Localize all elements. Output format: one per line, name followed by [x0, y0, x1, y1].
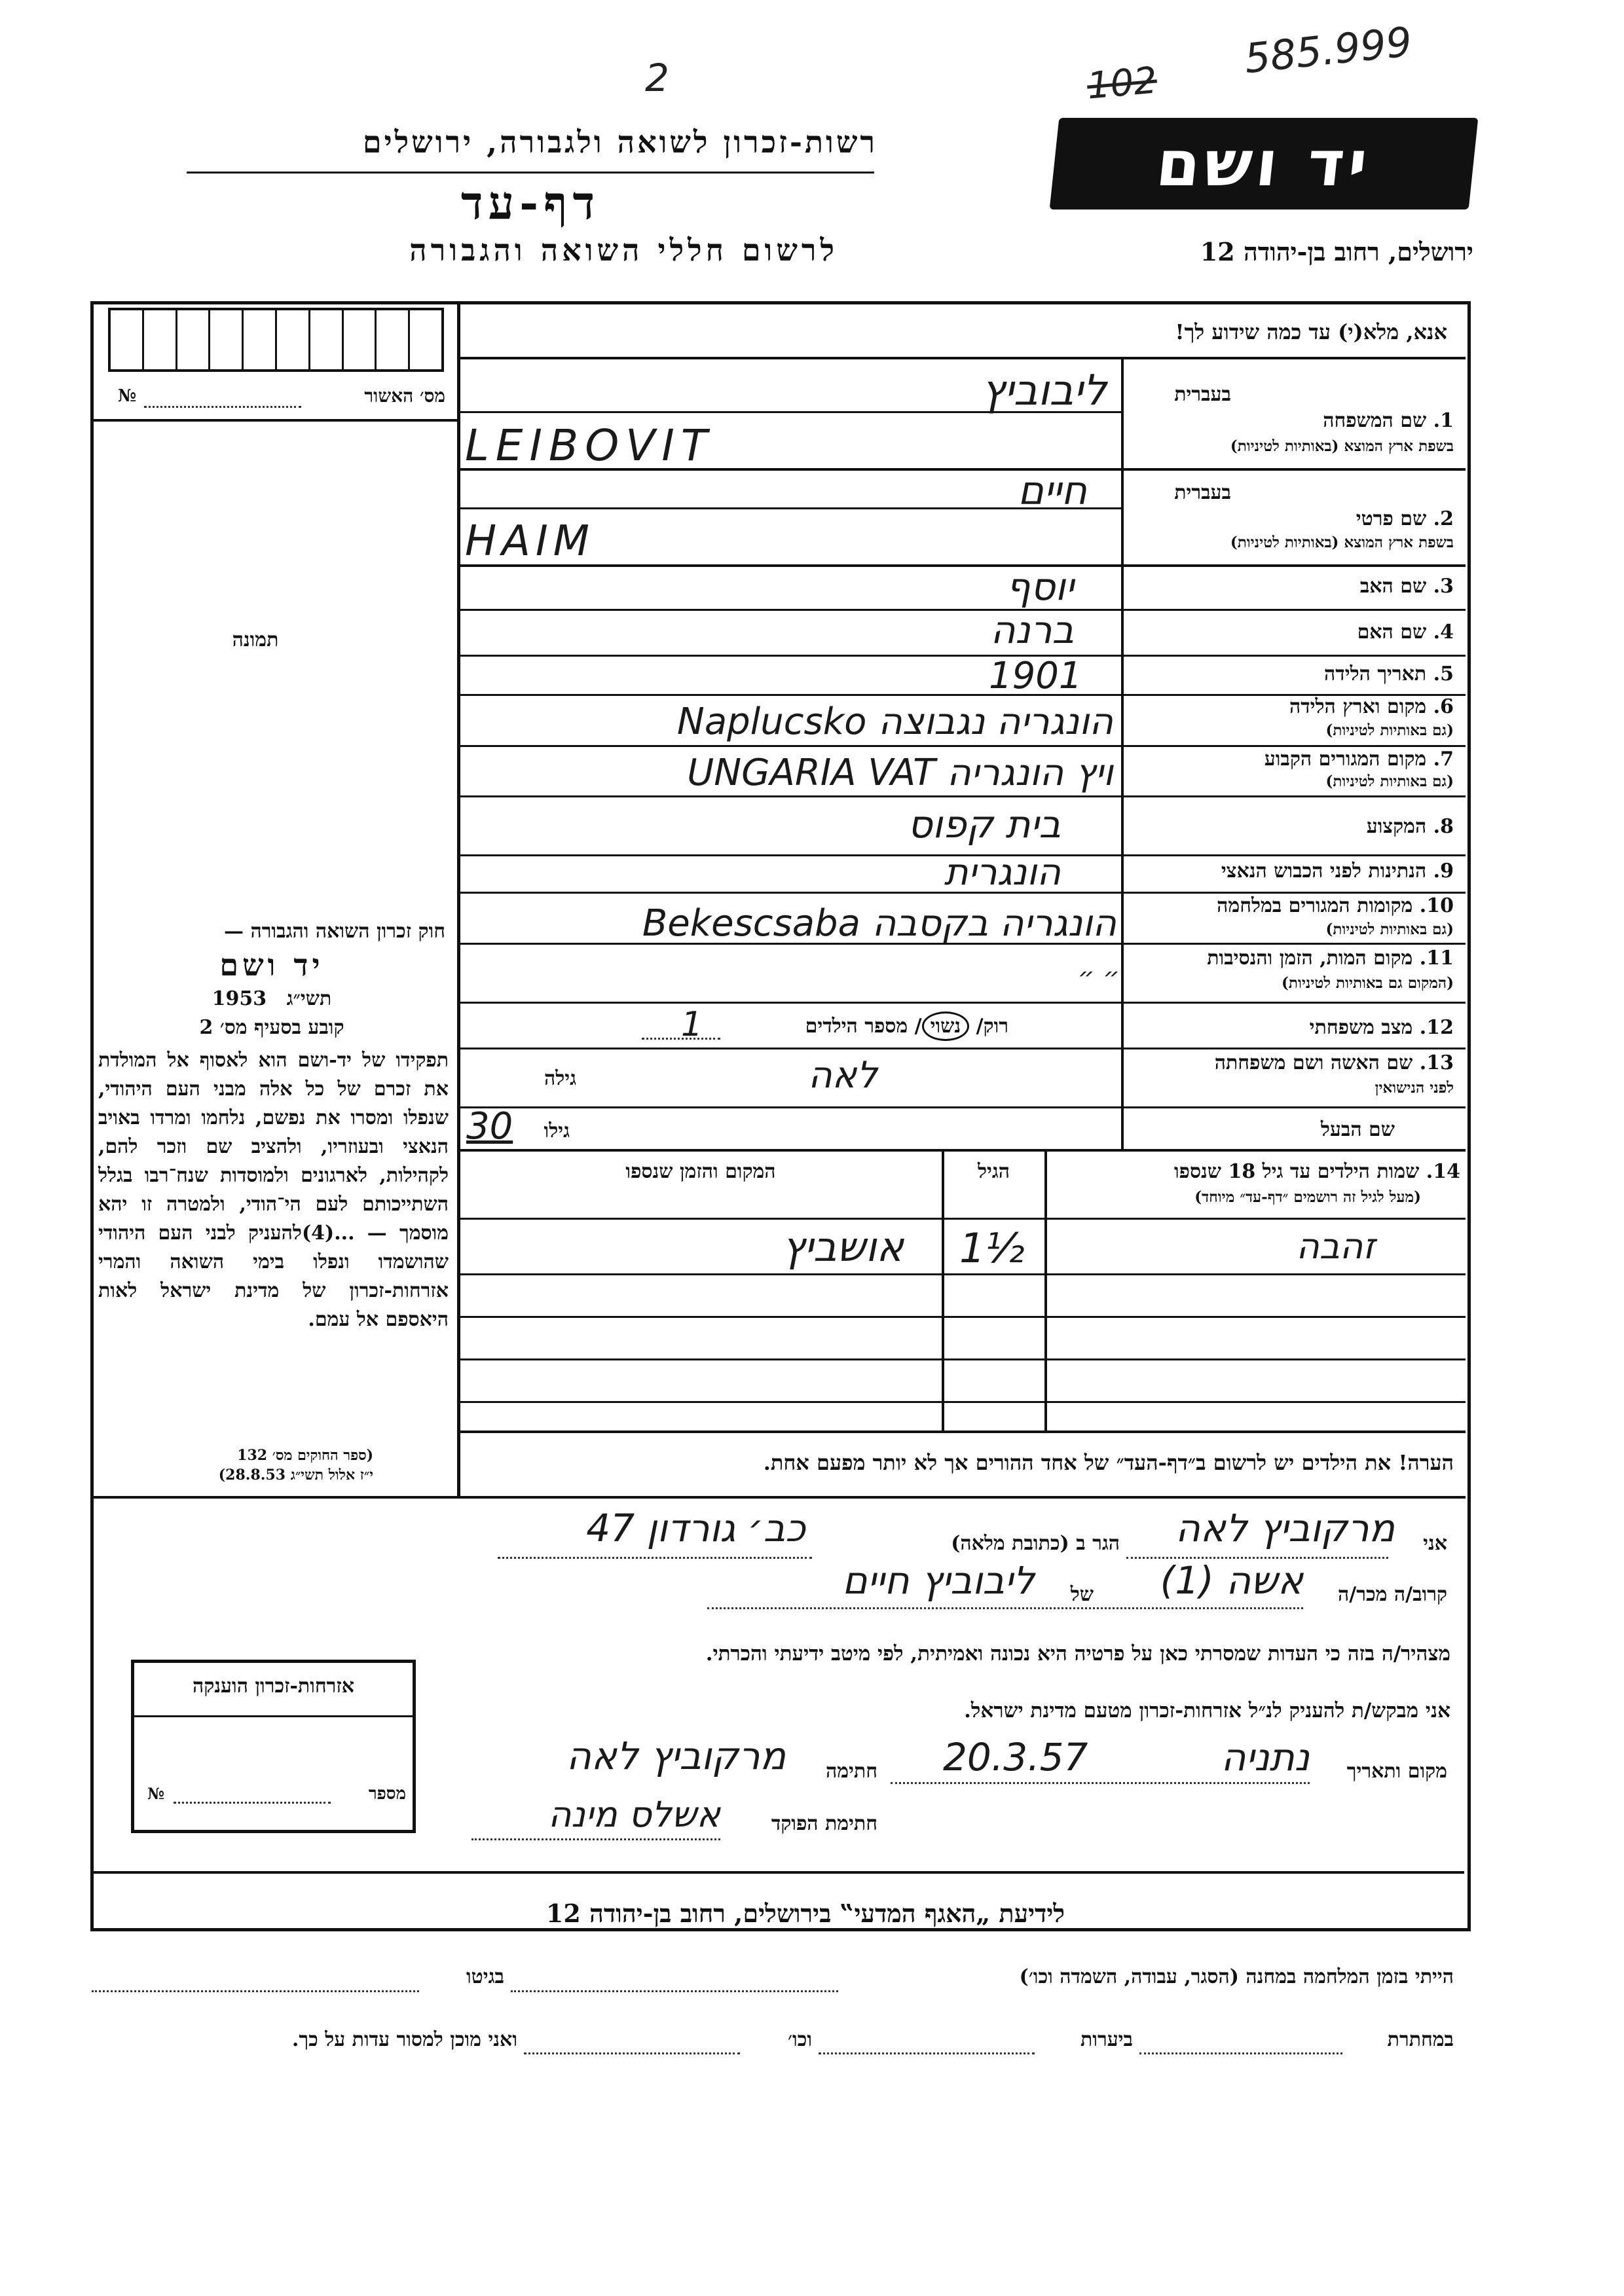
husband-age-label: גילו — [544, 1120, 570, 1142]
row-line — [458, 655, 1466, 657]
children-row-line — [458, 1218, 1466, 1220]
field-8-num: 8. — [1433, 815, 1454, 838]
field-11-sub: (המקום גם באותיות לטיניות) — [1282, 974, 1454, 992]
children-col-divider-2 — [1044, 1149, 1047, 1430]
law-name: יד ושם — [219, 947, 324, 983]
field-3-value: יוסף — [1006, 564, 1074, 609]
field-11-value: ״ ״ — [1077, 962, 1120, 993]
law-year-line — [98, 987, 445, 1010]
field-11-num: 11. — [1419, 947, 1454, 970]
children-col-place: המקום והזמן שנספו — [625, 1160, 776, 1183]
field-10-label — [1126, 894, 1454, 917]
footer-title: לידיעת „האגף המדעי‟ בירושלים, רחוב בן-יהודה 12 — [545, 1899, 1065, 1928]
field-13-sub: לפני הנישואין — [1375, 1079, 1454, 1097]
field-12-num: 12. — [1419, 1016, 1454, 1039]
field-7-sub: (גם באותיות לטיניות) — [1325, 773, 1454, 790]
crossed-number: 102 — [1085, 59, 1159, 108]
approval-no-mark: № — [118, 386, 137, 406]
footer-line1-tail — [92, 1990, 419, 1992]
field-1-text: שם המשפחה — [1323, 409, 1427, 432]
field-5-value: 1901 — [989, 655, 1082, 697]
footer-line2-field-a — [1139, 2052, 1342, 2054]
children-title: 14. שמות הילדים עד גיל 18 שנספו — [1173, 1160, 1460, 1183]
field-4-text: שם האם — [1357, 621, 1427, 644]
note-rule — [458, 1496, 1466, 1499]
row-line — [458, 1149, 1466, 1152]
field-12-text: מצב משפחתי — [1309, 1016, 1413, 1039]
law-section: קובע בסעיף מס׳ 2 — [199, 1016, 344, 1039]
row-line — [458, 1002, 1466, 1004]
declarant-name: מרקוביץ לאה — [1175, 1506, 1395, 1550]
signature-label: חתימה — [826, 1760, 877, 1783]
field-9-num: 9. — [1433, 860, 1454, 883]
field-1-num: 1. — [1433, 409, 1454, 432]
children-row-line — [458, 1401, 1466, 1403]
citizenship-box — [131, 1660, 416, 1833]
row-line — [458, 745, 1466, 747]
field-1-tag: בעברית — [1174, 383, 1231, 406]
field-10-num: 10. — [1419, 894, 1454, 917]
relation-label: קרוב/ה מכר/ה — [1338, 1583, 1447, 1606]
citizenship-box-rule — [134, 1715, 413, 1717]
law-ref-1: (ספר החוקים מס׳ 132 — [237, 1447, 373, 1464]
children-row-line — [458, 1316, 1466, 1318]
footer-line2-field-b — [819, 2052, 1035, 2054]
field-6-num: 6. — [1433, 695, 1454, 718]
marital-single: רוק — [983, 1015, 1008, 1038]
relation-value: אשה (1) — [1160, 1558, 1303, 1603]
citizenship-box-title: אזרחות-זכרון הוענקה — [192, 1675, 355, 1698]
field-2-sub: בשפת ארץ המוצא (באותיות לטיניות) — [1230, 534, 1454, 551]
page-number: 2 — [645, 56, 669, 100]
child-1-place: אושביץ — [782, 1223, 904, 1271]
resident-label: הגר ב (כתובת מלאה) — [951, 1532, 1120, 1555]
field-5-num: 5. — [1433, 663, 1454, 685]
field-8-text: המקצוע — [1366, 815, 1427, 838]
footer-line2-c: וכו׳ — [788, 2028, 812, 2051]
field-7-num: 7. — [1433, 748, 1454, 771]
address: ירושלים, רחוב בן-יהודה 12 — [1200, 237, 1473, 266]
approval-number-label: מס׳ האשור — [364, 385, 445, 407]
declarant-address: כב׳ גורדון 47 — [586, 1506, 805, 1550]
children-count-value: 1 — [681, 1005, 703, 1044]
request: אני מבקש/ת להעניק לנ״ל אזרחות-זכרון מטעם מדינת ישראל. — [964, 1699, 1450, 1722]
footer-line2-b: ביערות — [1080, 2028, 1133, 2051]
field-12-label — [1126, 1016, 1454, 1039]
footer-line2-a: במחתרת — [1387, 2028, 1454, 2051]
logo-text: יד ושם — [1153, 127, 1375, 200]
officer-line — [471, 1838, 720, 1840]
field-6-label — [1139, 695, 1454, 718]
field-9-text: הנתינות לפני הכבוש הנאצי — [1221, 860, 1427, 883]
field-1-value-heb: ליבוביץ — [982, 367, 1107, 415]
wife-age-label: גילה — [544, 1067, 576, 1090]
approval-boxes — [108, 308, 444, 372]
wife-name-value: לאה — [808, 1054, 877, 1097]
field-7-label — [1139, 748, 1454, 771]
field-3-label — [1139, 575, 1454, 598]
archive-number: 585.999 — [1242, 17, 1414, 83]
approval-rule — [92, 419, 458, 422]
of-label: של — [1070, 1583, 1094, 1606]
field-5-label — [1139, 663, 1454, 685]
children-row-line — [458, 1358, 1466, 1360]
field-10-text: מקומות המגורים במלחמה — [1217, 894, 1413, 917]
officer-label: חתימת הפוקד — [771, 1812, 877, 1835]
husband-label: שם הבעל — [1320, 1118, 1395, 1141]
relation-line — [707, 1607, 1303, 1609]
place-date-label: מקום ותאריך — [1346, 1760, 1447, 1783]
marital-options: רוק/ נשוי/ מספר הילדים — [589, 1015, 1008, 1038]
footer-line2-d: ואני מוכן למסור עדות על כך. — [291, 2028, 517, 2051]
children-subtitle: (מעל לגיל זה רושמים ״דף-עד״ מיוחד) — [1194, 1188, 1421, 1206]
field-11-text: מקום המות, הזמן והנסיבות — [1207, 947, 1413, 970]
field-13-num: 13. — [1419, 1051, 1454, 1074]
children-col-age: הגיל — [977, 1160, 1010, 1183]
field-13-label — [1126, 1051, 1454, 1074]
children-row-line — [458, 1273, 1466, 1275]
children-note: הערה! את הילדים יש לרשום ב״דף-העד״ של אחד ההורים אך לא יותר מפעם אחת. — [763, 1450, 1454, 1475]
field-13-text: שם האשה ושם משפחתה — [1214, 1051, 1413, 1074]
footer-line1-start: הייתי בזמן המלחמה במחנה (הסגר, עבודה, השמדה וכו׳) — [1019, 1965, 1454, 1988]
field-7-value: UNGARIA VAT ויץ הונגריה — [687, 752, 1113, 794]
law-body: תפקידו של יד-ושם הוא לאסוף אל המולדת את זכרם של כל אלה מבני העם היהודי, שנפלו ומסרו את נפשם, נלחמו ומרדו באויב הנאצי ובעוזריו, ולהציב שם וזכר להם, לקהילות, לארגונים ולמוסדות שנח־רבו בגלל השתייכותם לעם הי־הודי, ולמטרה זו יהא מוסמך — ...(4)להעניק לבני העם היהודי שהושמדו ונפלו בימי השואה והמרי אזרחות-זכרון של מדינת ישראל לאות היאספם אל עמם. — [98, 1049, 449, 1331]
note-rule-left — [90, 1496, 460, 1499]
field-9-value: הונגרית — [944, 851, 1061, 894]
children-table-bottom — [458, 1430, 1466, 1433]
citizenship-no-mark: № — [147, 1784, 165, 1803]
label-column-divider — [1121, 357, 1124, 1149]
field-4-label — [1139, 621, 1454, 644]
field-1-value-lat: LEIBOVIT — [465, 420, 714, 471]
field-1-label — [1139, 409, 1454, 432]
header-rule — [187, 172, 874, 173]
field-2-tag: בעברית — [1174, 481, 1231, 504]
of-value: ליבוביץ חיים — [842, 1558, 1035, 1603]
statement: מצהיר/ה בזה כי העדות שמסרתי כאן על פרטיה היא נכונה ואמיתית, לפי מיטב ידיעתי והכרתי. — [705, 1642, 1450, 1666]
field-10-value: Bekescsaba הונגריה בקסבה — [642, 902, 1116, 945]
form-subtitle: לרשום חללי השואה והגבורה — [409, 232, 838, 268]
officer-value: אשלס מינה — [548, 1794, 720, 1835]
signature-value: מרקוביץ לאה — [566, 1734, 786, 1778]
field-2-value-lat: HAIM — [465, 517, 595, 566]
footer-line1-end: בגיטו — [466, 1965, 504, 1988]
field-2-label — [1139, 507, 1454, 530]
approval-number-line — [144, 406, 301, 408]
field-4-value: ברנה — [990, 608, 1074, 652]
field-10-sub: (גם באותיות לטיניות) — [1325, 920, 1454, 938]
yad-vashem-logo — [1050, 118, 1479, 210]
husband-age-value: 30 — [466, 1105, 513, 1148]
place-value: נתניה — [1221, 1735, 1310, 1779]
field-2-value-heb: חיים — [1018, 468, 1087, 514]
marital-married: נשוי — [922, 1011, 970, 1041]
footer-rule — [90, 1871, 1464, 1874]
child-1-name: זהבה — [1296, 1226, 1375, 1267]
law-year-heb: תשי״ג — [286, 987, 332, 1010]
field-6-value: Naplucsko הונגריה נגבוצה — [676, 701, 1113, 743]
law-year: 1953 — [212, 987, 267, 1010]
child-1-age: 1½ — [959, 1224, 1025, 1272]
law-title: חוק זכרון השואה והגבורה — — [224, 920, 445, 943]
row-line — [458, 1048, 1466, 1049]
field-8-label — [1139, 815, 1454, 838]
instruction-rule — [458, 357, 1466, 359]
citizenship-number-label: מספר — [368, 1784, 406, 1804]
field-4-num: 4. — [1433, 621, 1454, 644]
row-line — [458, 1106, 1466, 1108]
field-5-text: תאריך הלידה — [1324, 663, 1427, 685]
field-9-label — [1126, 860, 1454, 883]
field-7-text: מקום המגורים הקבוע — [1264, 748, 1427, 771]
row-line — [458, 795, 1466, 797]
declarant-i-label: אני — [1423, 1532, 1447, 1555]
citizenship-number-line — [174, 1802, 331, 1804]
children-count-label: מספר הילדים — [805, 1015, 908, 1038]
form-title: דף-עד — [460, 175, 600, 230]
footer-line2-field-c — [524, 2052, 740, 2054]
field-1-sub: בשפת ארץ המוצא (באותיות לטיניות) — [1230, 437, 1454, 455]
law-ref-2: י״ז אלול תשי״ג 28.8.53) — [218, 1467, 373, 1484]
children-col-divider-1 — [942, 1149, 944, 1430]
children-count-line — [642, 1038, 720, 1040]
field-3-text: שם האב — [1359, 575, 1427, 598]
instruction: אנא, מלא(י) עד כמה שידוע לך! — [1175, 319, 1447, 344]
place-date-line — [891, 1782, 1310, 1784]
date-value: 20.3.57 — [943, 1735, 1088, 1779]
field-3-num: 3. — [1433, 575, 1454, 598]
field-8-value: בית קפוס — [908, 802, 1061, 847]
field-2-num: 2. — [1433, 507, 1454, 530]
field-11-label — [1126, 947, 1454, 970]
field-2-text: שם פרטי — [1356, 507, 1427, 530]
field-6-sub: (גם באותיות לטיניות) — [1325, 721, 1454, 739]
photo-label: תמונה — [232, 629, 279, 651]
field-6-text: מקום וארץ הלידה — [1289, 695, 1427, 718]
authority-name: רשות-זכרון לשואה ולגבורה, ירושלים — [362, 124, 877, 160]
footer-line1-field — [511, 1990, 838, 1992]
